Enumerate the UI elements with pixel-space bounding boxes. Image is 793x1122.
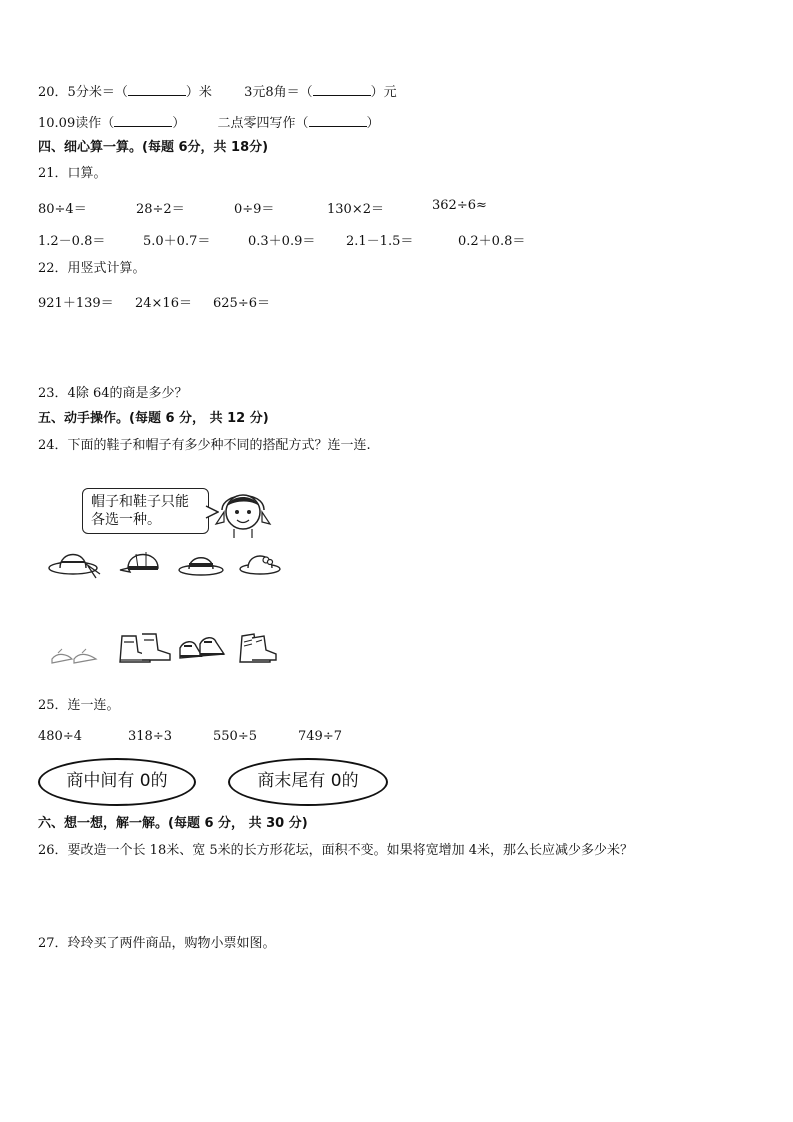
oval-end-zero-label: 商末尾有 0的 [257,771,359,791]
q21-item: 0÷9＝ [234,202,275,217]
girl-icon [212,482,274,542]
bonnet-icon [236,544,284,580]
speech-bubble [82,488,209,534]
oval-middle-zero-label: 商中间有 0的 [66,771,168,791]
fedora-icon [176,546,226,580]
cap-icon [116,544,166,580]
q25-item[interactable]: 480÷4 [38,729,82,744]
q20-text-h: ） [366,116,380,131]
q20-text-f: ） [172,116,186,131]
answer-blank[interactable] [313,84,371,96]
sandal-icon [48,637,100,667]
answer-blank[interactable] [309,115,367,127]
q21-item: 0.2＋0.8＝ [458,234,526,249]
q21-item: 1.2－0.8＝ [38,234,106,249]
q20-line2 [38,115,380,132]
q21-title: 21．口算。 [38,166,107,181]
q21-item: 0.3＋0.9＝ [248,234,316,249]
q21-item: 28÷2＝ [136,202,185,217]
q20-text-c: 3元8角＝（ [244,85,313,100]
sneaker-icon [176,632,228,666]
q24-title: 24．下面的鞋子和帽子有多少种不同的搭配方式？连一连. [38,438,371,453]
q21-item: 2.1－1.5＝ [346,234,414,249]
q25-item[interactable]: 749÷7 [298,729,342,744]
q20-text-e: 10.09读作（ [38,116,115,131]
q20-text-a: 20．5分米＝（ [38,85,128,100]
q21-item: 5.0＋0.7＝ [143,234,211,249]
answer-blank[interactable] [114,115,172,127]
q22-title: 22．用竖式计算。 [38,261,146,276]
q27-text: 27．玲玲买了两件商品，购物小票如图。 [38,936,276,951]
q22-item: 24×16＝ [135,296,192,311]
boot-icon [116,630,174,668]
q21-item: 362÷6≈ [432,198,487,213]
q21-item: 80÷4＝ [38,202,87,217]
answer-blank[interactable] [128,84,186,96]
q20-text-g: 二点零四写作（ [217,116,309,131]
q22-item: 921＋139＝ [38,296,114,311]
q20-line1 [38,84,397,101]
q25-title: 25．连一连。 [38,698,120,713]
q25-item[interactable]: 550÷5 [213,729,257,744]
section-6-heading: 六、想一想，解一解。(每题 6 分， 共 30 分) [38,816,308,831]
q26-text: 26．要改造一个长 18米、宽 5米的长方形花坛，面积不变。如果将宽增加 4米，那么长应减少多少米？ [38,843,634,858]
sun-hat-icon [46,544,104,580]
q20-text-b: ）米 [185,85,212,100]
oval-middle-zero[interactable] [38,758,196,806]
q21-item: 130×2＝ [327,202,384,217]
q22-item: 625÷6＝ [213,296,270,311]
high-top-sneaker-icon [236,630,280,668]
speech-bubble-text: 帽子和鞋子只能各选一种。 [91,494,189,528]
q20-text-d: ）元 [370,85,397,100]
q25-item[interactable]: 318÷3 [128,729,172,744]
oval-end-zero[interactable] [228,758,388,806]
section-4-heading: 四、细心算一算。(每题 6分，共 18分) [38,140,269,155]
q23-title: 23．4除 64的商是多少？ [38,386,188,401]
section-5-heading: 五、动手操作。(每题 6 分， 共 12 分) [38,411,269,426]
